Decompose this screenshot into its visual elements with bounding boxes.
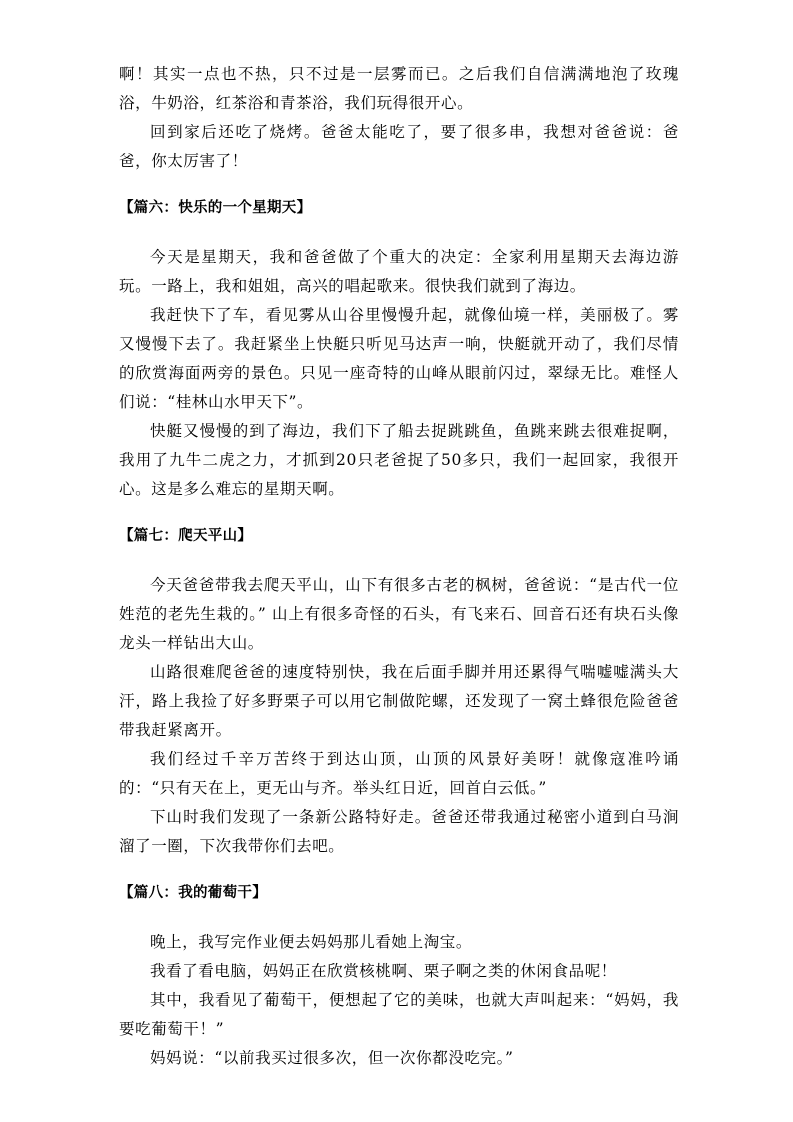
spacer <box>119 223 679 243</box>
section-heading: 【篇七：爬天平山】 <box>119 528 253 544</box>
paragraph: 下山时我们发现了一条新公路特好走。爸爸还带我通过秘密小道到白马涧溜了一圈，下次我带你们去吧。 <box>119 808 679 855</box>
paragraph: 我看了看电脑，妈妈正在欣赏核桃啊、栗子啊之类的休闲食品呢！ <box>150 962 617 980</box>
paragraph: 晚上，我写完作业便去妈妈那儿看她上淘宝。 <box>150 933 473 951</box>
spacer <box>119 908 679 928</box>
paragraph: 啊！其实一点也不热，只不过是一层雾而已。之后我们自信满满地泡了玫瑰浴，牛奶浴，红茶浴和青茶浴，我们玩得很开心。 <box>119 65 679 112</box>
paragraph: 回到家后还吃了烧烤。爸爸太能吃了，要了很多串，我想对爸爸说：爸爸，你太厉害了！ <box>119 123 679 170</box>
spacer <box>119 176 679 194</box>
spacer <box>119 551 679 571</box>
paragraph: 妈妈说：“以前我买过很多次，但一次你都没吃完。” <box>150 1049 514 1067</box>
paragraph: 其中，我看见了葡萄干，便想起了它的美味，也就大声叫起来：“妈妈，我要吃葡萄干！” <box>119 991 679 1038</box>
paragraph: 山路很难爬爸爸的速度特别快，我在后面手脚并用还累得气喘嘘嘘满头大汗，路上我捡了好多野栗子可以用它制做陀螺，还发现了一窝土蜂很危险爸爸带我赶紧离开。 <box>119 663 679 739</box>
spacer <box>119 861 679 879</box>
paragraph: 今天爸爸带我去爬天平山，山下有很多古老的枫树，爸爸说：“是古代一位姓范的老先生栽的。” 山上有很多奇怪的石头，有飞来石、回音石还有块石头像龙头一样钻出大山。 <box>119 576 679 652</box>
document-page <box>119 60 679 1073</box>
spacer <box>119 504 679 522</box>
section-heading: 【篇六：快乐的一个星期天】 <box>119 200 312 216</box>
paragraph: 我们经过千辛万苦终于到达山顶，山顶的风景好美呀！就像寇准吟诵的：“只有天在上，更无山与齐。举头红日近，回首白云低。” <box>119 750 679 797</box>
paragraph: 今天是星期天，我和爸爸做了个重大的决定：全家利用星期天去海边游玩。一路上，我和姐姐，高兴的唱起歌来。很快我们就到了海边。 <box>119 248 679 295</box>
paragraph: 我赶快下了车，看见雾从山谷里慢慢升起，就像仙境一样，美丽极了。雾又慢慢下去了。我赶紧坐上快艇只听见马达声一响，快艇就开动了，我们尽情的欣赏海面两旁的景色。只见一座奇特的山峰从眼前闪过，翠绿无比。难怪人们说：“桂林山水甲天下”。 <box>119 306 679 411</box>
section-heading: 【篇八：我的葡萄干】 <box>119 885 267 901</box>
paragraph: 快艇又慢慢的到了海边，我们下了船去捉跳跳鱼，鱼跳来跳去很难捉啊，我用了九牛二虎之力，才抓到20只老爸捉了50多只，我们一起回家，我很开心。这是多么难忘的星期天啊。 <box>119 422 679 498</box>
